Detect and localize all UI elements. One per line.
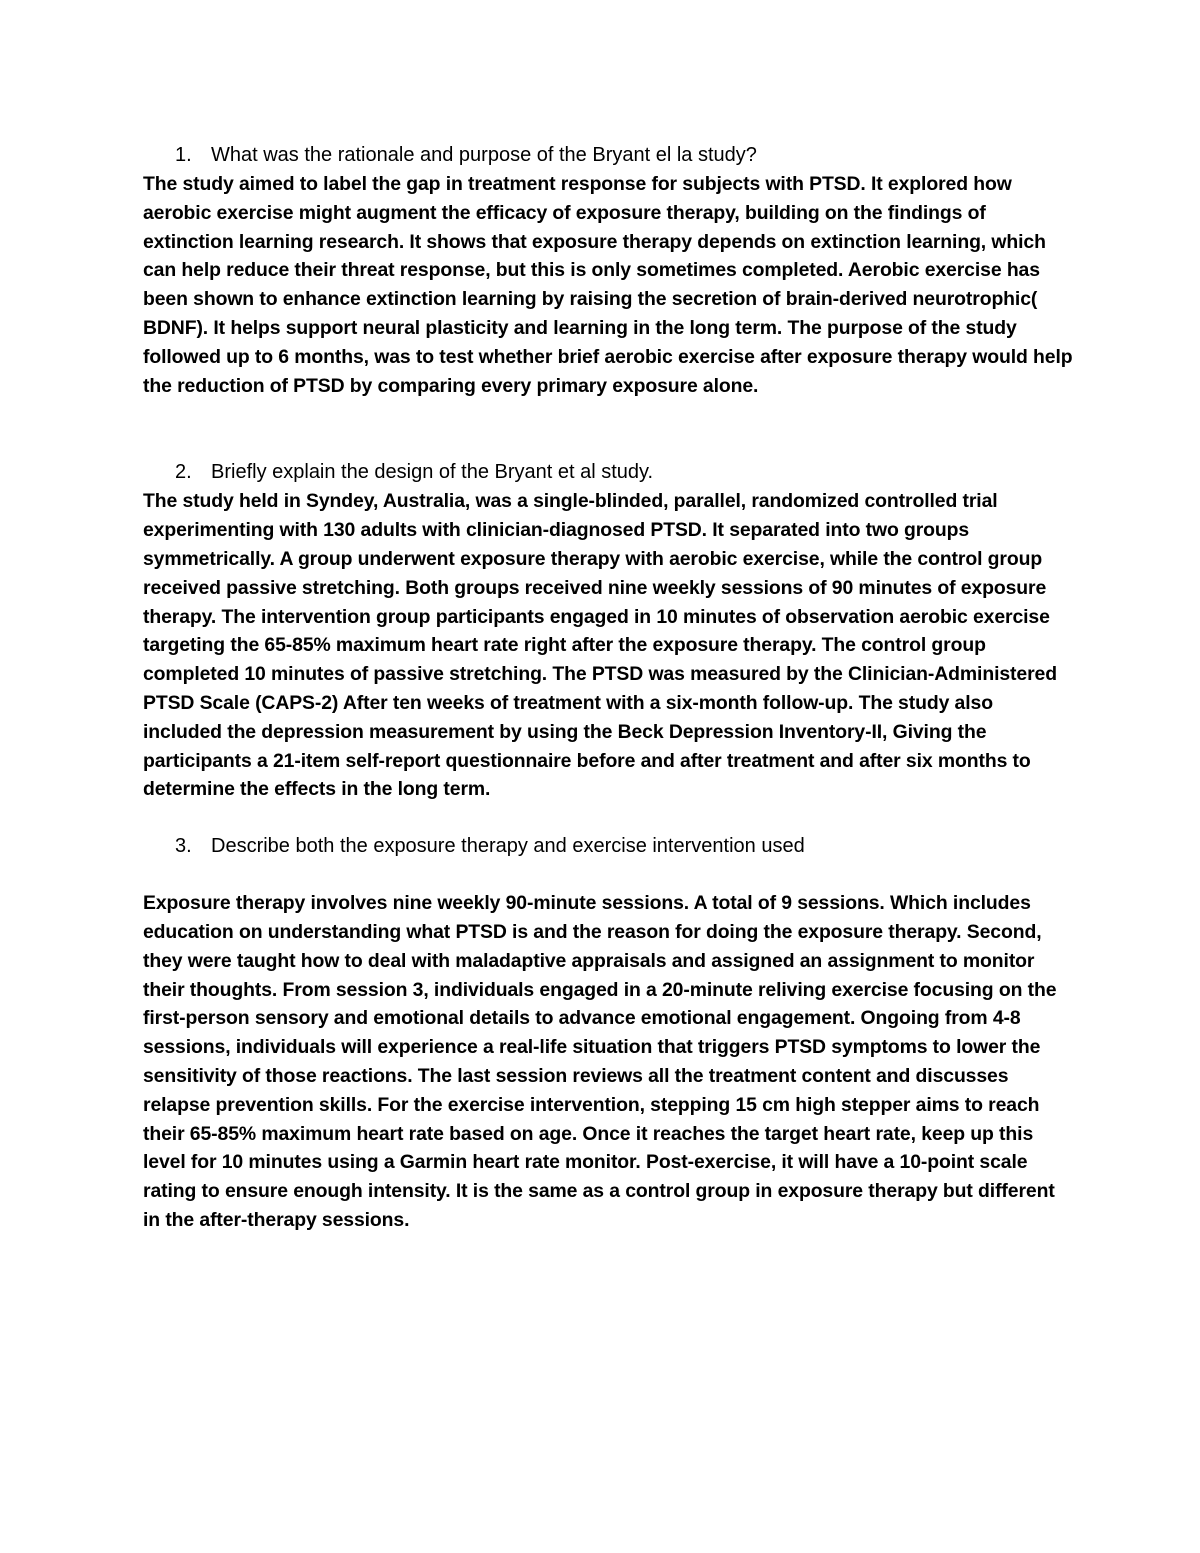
answer-paragraph-1: The study aimed to label the gap in treatment response for subjects with PTSD. It explored how aerobic exercise might augment the efficacy of exposure therapy, building on the findings of extinction learning research. It shows that exposure therapy depends on extinction learning, which can help reduce their threat response, but this is only sometimes completed. Aerobic exercise has been shown to enhance extinction learning by raising the secretion of brain-derived neurotrophic( BDNF). It helps support neural plasticity and learning in the long term. The purpose of the study followed up to 6 months, was to test whether brief aerobic exercise after exposure therapy would help the reduction of PTSD by comparing every primary exposure alone.: [143, 173, 1073, 397]
question-number: 1.: [175, 144, 192, 166]
question-section-2: [143, 458, 1073, 804]
question-text: Describe both the exposure therapy and exercise intervention used: [211, 835, 805, 858]
question-heading-3: [143, 832, 1073, 861]
document-body: [143, 141, 1073, 1235]
question-text: What was the rationale and purpose of the Bryant el la study?: [211, 144, 757, 166]
answer-paragraph-2: The study held in Syndey, Australia, was a single-blinded, parallel, randomized controlled trial experimenting with 130 adults with clinician-diagnosed PTSD. It separated into two groups symmetrically. A group underwent exposure therapy with aerobic exercise, while the control group received passive stretching. Both groups received nine weekly sessions of 90 minutes of exposure therapy. The intervention group participants engaged in 10 minutes of observation aerobic exercise targeting the 65-85% maximum heart rate right after the exposure therapy. The control group completed 10 minutes of passive stretching. The PTSD was measured by the Clinician-Administered PTSD Scale (CAPS-2) After ten weeks of treatment with a six-month follow-up. The study also included the depression measurement by using the Beck Depression Inventory-II, Giving the participants a 21-item self-report questionnaire before and after treatment and after six months to determine the effects in the long term.: [143, 490, 1057, 801]
question-section-1: [143, 141, 1073, 400]
question-heading-1: [143, 141, 1073, 170]
question-number: 2.: [175, 461, 192, 484]
question-heading-2: [143, 458, 1073, 487]
question-text: Briefly explain the design of the Bryant et al study.: [211, 461, 654, 484]
question-section-3: [143, 832, 1073, 1235]
answer-paragraph-3: Exposure therapy involves nine weekly 90-minute sessions. A total of 9 sessions. Which includes education on understanding what PTSD is and the reason for doing the exposure therapy. Second, they were taught how to deal with maladaptive appraisals and assigned an assignment to monitor their thoughts. From session 3, individuals engaged in a 20-minute reliving exercise focusing on the first-person sensory and emotional details to advance emotional engagement. Ongoing from 4-8 sessions, individuals will experience a real-life situation that triggers PTSD symptoms to lower the sensitivity of those reactions. The last session reviews all the treatment content and discusses relapse prevention skills. For the exercise intervention, stepping 15 cm high stepper aims to reach their 65-85% maximum heart rate based on age. Once it reaches the target heart rate, keep up this level for 10 minutes using a Garmin heart rate monitor. Post-exercise, it will have a 10-point scale rating to ensure enough intensity. It is the same as a control group in exposure therapy but different in the after-therapy sessions.: [143, 892, 1057, 1231]
question-number: 3.: [175, 835, 192, 858]
